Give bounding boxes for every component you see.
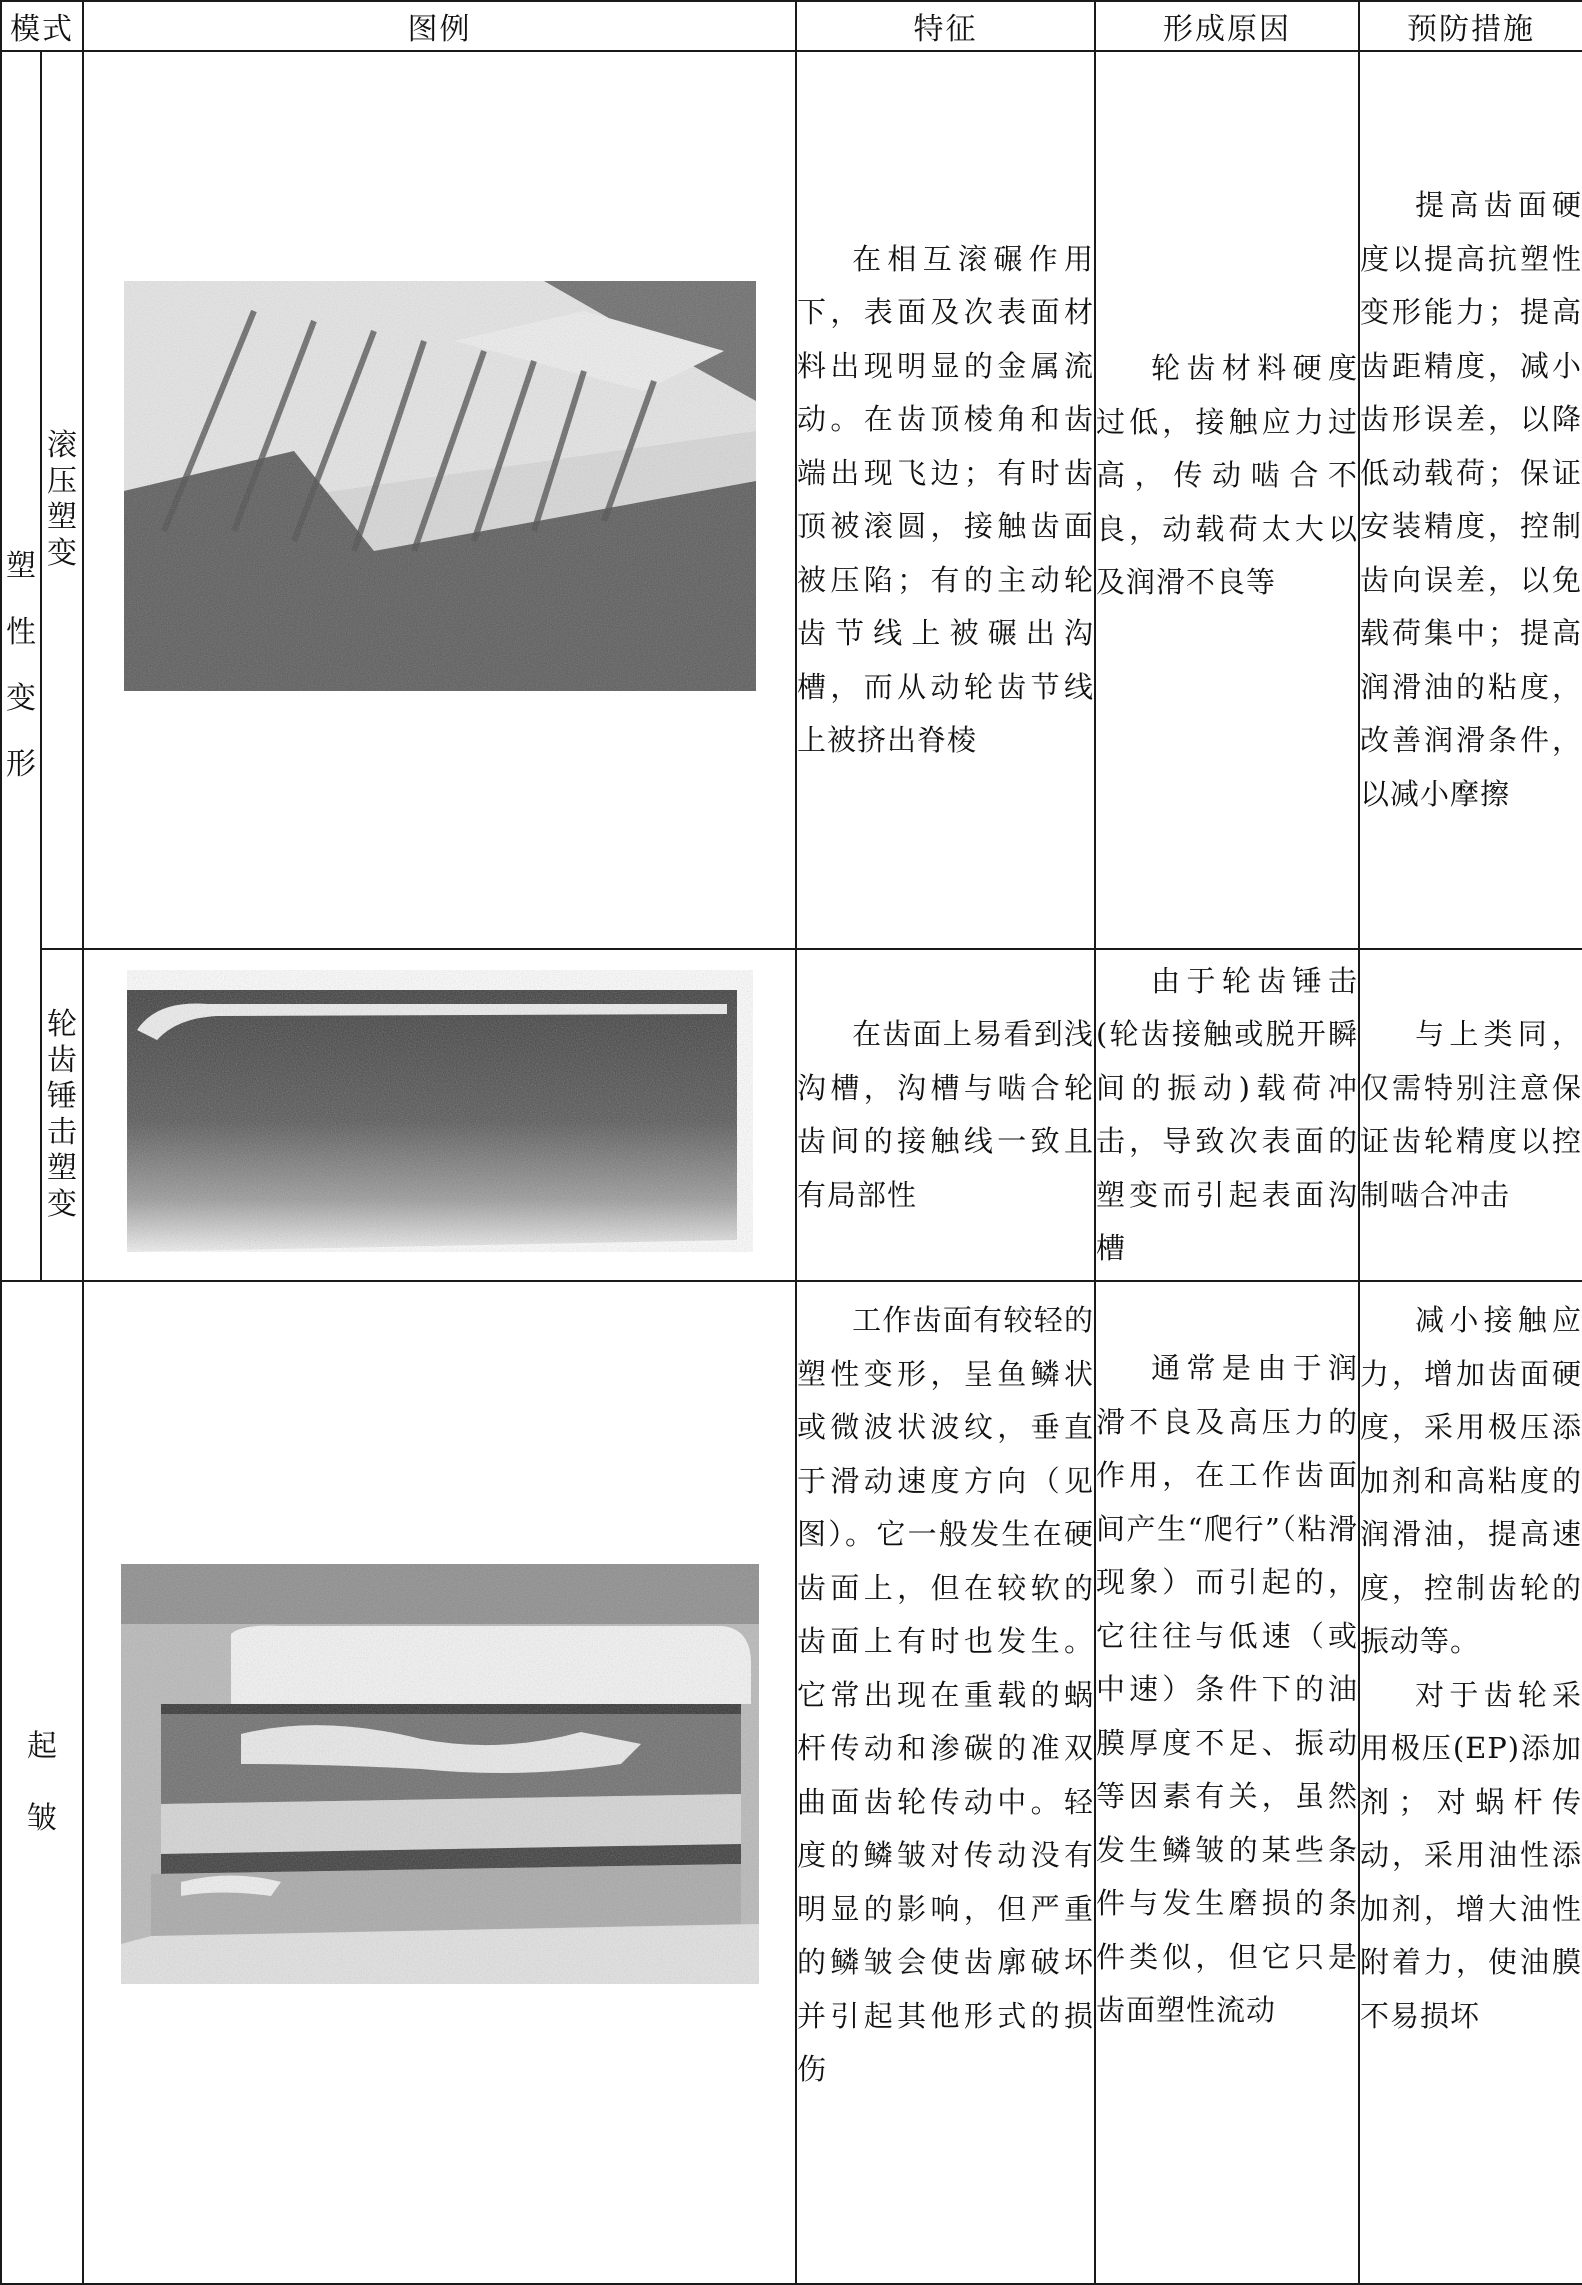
subtype-char: 滚 (47, 428, 77, 463)
rippling-photo (121, 1564, 759, 1984)
subtype-char: 压 (47, 464, 77, 499)
table-row (1, 51, 1582, 949)
header-cause: 形成原因 (1095, 1, 1359, 51)
category-char: 变 (6, 681, 36, 716)
cause-cell: 由于轮齿锤击(轮齿接触或脱开瞬间的振动)载荷冲击，导致次表面的塑变而引起表面沟槽 (1095, 949, 1359, 1281)
prevention-cell (1359, 1281, 1582, 2284)
feature-cell: 工作齿面有较轻的塑性变形，呈鱼鳞状或微波状波纹，垂直于滑动速度方向（见图）。它一般发生在硬齿面上，但在较软的齿面上有时也发生。它常出现在重载的蜗杆传动和渗碳的准双曲面齿轮传动中。轻度的鳞皱对传动没有明显的影响，但严重的鳞皱会使齿廓破坏并引起其他形式的损伤 (796, 1281, 1095, 2284)
prevention-cell: 与上类同，仅需特别注意保证齿轮精度以控制啮合冲击 (1359, 949, 1582, 1281)
header-illustration: 图例 (83, 1, 796, 51)
category-rippling (1, 1281, 83, 2284)
feature-cell: 在齿面上易看到浅沟槽，沟槽与啮合轮齿间的接触线一致且有局部性 (796, 949, 1095, 1281)
rolling-plastic-deformation-photo (124, 281, 756, 691)
cause-cell: 通常是由于润滑不良及高压力的作用，在工作齿面间产生“爬行”（粘滑现象）而引起的，它往往与低速（或中速）条件下的油膜厚度不足、振动等因素有关，虽然发生鳞皱的某些条件与发生磨损的条件类似，但它只是齿面塑性流动 (1095, 1281, 1359, 2284)
subtype-char: 塑 (47, 1151, 77, 1186)
illustration-cell (83, 1281, 796, 2284)
category-char: 皱 (27, 1800, 57, 1836)
category-char: 起 (27, 1728, 57, 1764)
subtype-char: 轮 (47, 1007, 77, 1042)
subtype-char: 变 (47, 1187, 77, 1222)
prevention-cell: 提高齿面硬度以提高抗塑性变形能力；提高齿距精度，减小齿形误差，以降低动载荷；保证安装精度，控制齿向误差，以免载荷集中；提高润滑油的粘度，改善润滑条件，以减小摩擦 (1359, 51, 1582, 949)
header-row (1, 1, 1582, 51)
subtype-char: 塑 (47, 500, 77, 535)
header-feature: 特征 (796, 1, 1095, 51)
header-mode: 模式 (1, 1, 83, 51)
subtype-rolling-deformation (41, 51, 83, 949)
feature-cell: 在相互滚碾作用下，表面及次表面材料出现明显的金属流动。在齿顶棱角和齿端出现飞边；有时齿顶被滚圆，接触齿面被压陷；有的主动轮齿节线上被碾出沟槽，而从动轮齿节线上被挤出脊棱 (796, 51, 1095, 949)
table-row (1, 949, 1582, 1281)
category-char: 性 (6, 615, 36, 650)
category-plastic-deformation (1, 51, 41, 1281)
subtype-char: 齿 (47, 1043, 77, 1078)
category-char: 塑 (6, 549, 36, 584)
table-row (1, 1281, 1582, 2284)
cause-cell: 轮齿材料硬度过低，接触应力过高，传动啮合不良，动载荷太大以及润滑不良等 (1095, 51, 1359, 949)
illustration-cell (83, 51, 796, 949)
subtype-hammering-deformation (41, 949, 83, 1281)
subtype-char: 击 (47, 1115, 77, 1150)
subtype-char: 变 (47, 536, 77, 571)
prevention-paragraph: 减小接触应力，增加齿面硬度，采用极压添加剂和高粘度的润滑油，提高速度，控制齿轮的振动等。 (1360, 1303, 1582, 1658)
subtype-char: 锤 (47, 1079, 77, 1114)
tooth-hammering-deformation-photo (127, 970, 753, 1252)
category-char: 形 (6, 747, 36, 782)
illustration-cell (83, 949, 796, 1281)
header-prevention: 预防措施 (1359, 1, 1582, 51)
prevention-paragraph: 对于齿轮采用极压(EP)添加剂；对蜗杆传动，采用油性添加剂，增大油性附着力，使油膜不易损坏 (1360, 1677, 1582, 2033)
